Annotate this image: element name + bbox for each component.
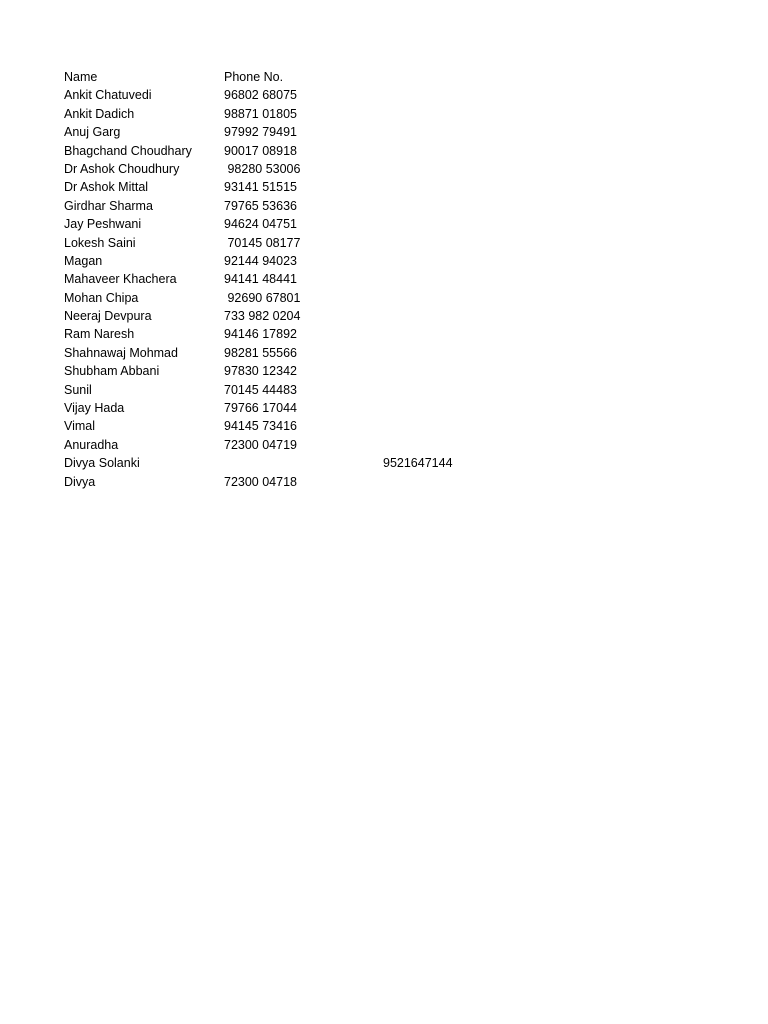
table-row — [64, 307, 744, 325]
contact-name: Bhagchand Choudhary — [64, 143, 192, 158]
table-row — [64, 436, 744, 454]
contact-phone: 79766 17044 — [224, 401, 297, 416]
contact-name: Ram Naresh — [64, 327, 135, 342]
table-row — [64, 454, 744, 472]
contact-phone: 79765 53636 — [224, 198, 297, 213]
table-row — [64, 142, 744, 160]
contact-name: Sunil — [64, 382, 92, 397]
contact-phone: 94624 04751 — [224, 217, 297, 232]
table-row — [64, 417, 744, 435]
contact-phone: 98281 55566 — [224, 345, 297, 360]
contact-phone: 733 982 0204 — [224, 309, 301, 324]
table-row — [64, 123, 744, 141]
contact-name: Ankit Dadich — [64, 106, 135, 121]
contact-name: Mohan Chipa — [64, 290, 139, 305]
table-row — [64, 105, 744, 123]
contact-phone: 94141 48441 — [224, 272, 297, 287]
contact-name: Jay Peshwani — [64, 217, 142, 232]
contact-name: Shubham Abbani — [64, 364, 160, 379]
contact-name: Girdhar Sharma — [64, 198, 153, 213]
contact-phone: 97992 79491 — [224, 125, 297, 140]
contact-name: Ankit Chatuvedi — [64, 88, 152, 103]
table-row — [64, 234, 744, 252]
contact-extra-number: 9521647144 — [383, 456, 453, 471]
contact-phone: 72300 04719 — [224, 437, 297, 452]
table-row — [64, 215, 744, 233]
contact-name: Shahnawaj Mohmad — [64, 345, 178, 360]
contact-name: Divya Solanki — [64, 456, 140, 471]
contact-name: Mahaveer Khachera — [64, 272, 177, 287]
contact-sheet — [64, 68, 744, 491]
table-row — [64, 325, 744, 343]
contact-phone: 98280 53006 — [224, 161, 301, 176]
contact-phone: 96802 68075 — [224, 88, 297, 103]
table-row — [64, 252, 744, 270]
contact-list — [64, 86, 744, 491]
header-row — [64, 68, 744, 86]
table-row — [64, 86, 744, 104]
phone-column-header: Phone No. — [224, 70, 284, 84]
contact-name: Anuj Garg — [64, 125, 121, 140]
contact-name: Anuradha — [64, 437, 119, 452]
table-row — [64, 344, 744, 362]
name-column-header: Name — [64, 70, 98, 84]
contact-phone: 92690 67801 — [224, 290, 301, 305]
contact-name: Dr Ashok Choudhury — [64, 161, 180, 176]
table-row — [64, 289, 744, 307]
contact-phone: 97830 12342 — [224, 364, 297, 379]
contact-phone: 98871 01805 — [224, 106, 297, 121]
contact-name: Neeraj Devpura — [64, 309, 152, 324]
table-row — [64, 473, 744, 491]
table-row — [64, 178, 744, 196]
contact-name: Divya — [64, 474, 96, 489]
table-row — [64, 197, 744, 215]
table-row — [64, 362, 744, 380]
contact-phone: 94146 17892 — [224, 327, 297, 342]
contact-phone: 93141 51515 — [224, 180, 297, 195]
contact-name: Vimal — [64, 419, 96, 434]
contact-phone: 90017 08918 — [224, 143, 297, 158]
contact-name: Lokesh Saini — [64, 235, 136, 250]
contact-phone: 70145 44483 — [224, 382, 297, 397]
contact-phone: 72300 04718 — [224, 474, 297, 489]
contact-name: Magan — [64, 253, 103, 268]
contact-name: Dr Ashok Mittal — [64, 180, 149, 195]
contact-phone: 94145 73416 — [224, 419, 297, 434]
table-row — [64, 381, 744, 399]
table-row — [64, 160, 744, 178]
table-row — [64, 399, 744, 417]
contact-phone: 92144 94023 — [224, 253, 297, 268]
contact-name: Vijay Hada — [64, 401, 125, 416]
contact-phone: 70145 08177 — [224, 235, 301, 250]
table-row — [64, 270, 744, 288]
